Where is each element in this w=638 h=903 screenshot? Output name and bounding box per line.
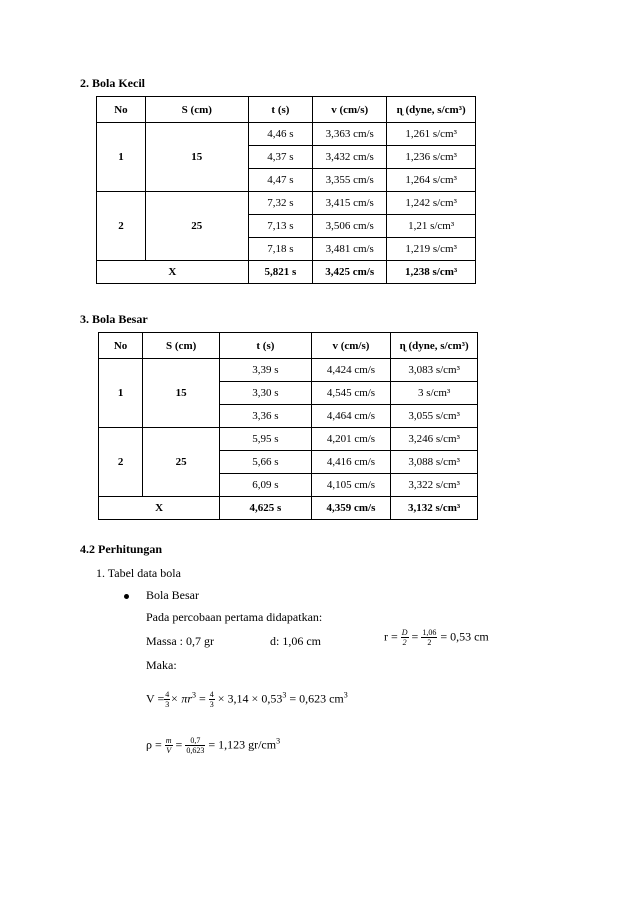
t-cell: 4,46 s — [248, 123, 313, 146]
radius-formula: r = $\frac{D}{2}$ = $\frac{1,06}{2}$ = 0,53 cm — [384, 628, 489, 647]
header-cell: S (cm) — [143, 333, 220, 359]
t-cell: 3,36 s — [220, 405, 312, 428]
diameter-text: d: 1,06 cm — [270, 634, 321, 648]
t-cell: 5,66 s — [220, 451, 312, 474]
v-cell: 4,424 cm/s — [311, 359, 391, 382]
v-cell: 3,363 cm/s — [313, 123, 387, 146]
no-cell: 2 — [97, 192, 146, 261]
v-cell: 3,481 cm/s — [313, 238, 387, 261]
t-cell: 5,95 s — [220, 428, 312, 451]
mean-eta: 1,238 s/cm³ — [387, 261, 476, 284]
header-cell: v (cm/s) — [313, 97, 387, 123]
header-cell: No — [97, 97, 146, 123]
intro-text: Pada percobaan pertama didapatkan: — [146, 610, 323, 624]
eta-cell: 3,088 s/cm³ — [391, 451, 478, 474]
v-cell: 4,416 cm/s — [311, 451, 391, 474]
item-1-text: 1. Tabel data bola — [96, 566, 181, 580]
t-cell: 7,18 s — [248, 238, 313, 261]
mean-row — [97, 261, 476, 284]
mean-label: X — [97, 261, 249, 284]
eta-cell: 1,236 s/cm³ — [387, 146, 476, 169]
bullet-dot-icon — [124, 594, 129, 599]
eta-cell: 1,261 s/cm³ — [387, 123, 476, 146]
mean-v: 4,359 cm/s — [311, 497, 391, 520]
mean-label: X — [99, 497, 220, 520]
section-3-heading: 3. Bola Besar — [80, 312, 148, 326]
t-cell: 7,13 s — [248, 215, 313, 238]
eta-cell: 3 s/cm³ — [391, 382, 478, 405]
header-cell: ɳ (dyne, s/cm³) — [391, 333, 478, 359]
distance-cell: 15 — [145, 123, 248, 192]
massa-text: Massa : 0,7 gr — [146, 634, 214, 648]
eta-cell: 3,322 s/cm³ — [391, 474, 478, 497]
bola-besar-table — [98, 332, 478, 520]
bola-kecil-table — [96, 96, 476, 284]
distance-cell: 15 — [143, 359, 220, 428]
header-cell: t (s) — [220, 333, 312, 359]
v-cell: 4,464 cm/s — [311, 405, 391, 428]
v-cell: 3,506 cm/s — [313, 215, 387, 238]
mean-row — [99, 497, 478, 520]
distance-cell: 25 — [145, 192, 248, 261]
v-cell: 3,432 cm/s — [313, 146, 387, 169]
bullet-label: Bola Besar — [146, 588, 199, 602]
no-cell: 1 — [99, 359, 143, 428]
t-cell: 3,39 s — [220, 359, 312, 382]
distance-cell: 25 — [143, 428, 220, 497]
no-cell: 2 — [99, 428, 143, 497]
section-2-heading: 2. Bola Kecil — [80, 76, 145, 90]
t-cell: 4,37 s — [248, 146, 313, 169]
eta-cell: 3,055 s/cm³ — [391, 405, 478, 428]
v-cell: 4,105 cm/s — [311, 474, 391, 497]
eta-cell: 1,242 s/cm³ — [387, 192, 476, 215]
t-cell: 3,30 s — [220, 382, 312, 405]
radius-result: = 0,53 cm — [440, 629, 489, 644]
header-cell: v (cm/s) — [311, 333, 391, 359]
mean-eta: 3,132 s/cm³ — [391, 497, 478, 520]
eta-cell: 1,264 s/cm³ — [387, 169, 476, 192]
v-cell: 4,201 cm/s — [311, 428, 391, 451]
radius-prefix: r = — [384, 629, 398, 644]
header-cell: ɳ (dyne, s/cm³) — [387, 97, 476, 123]
table-row — [99, 428, 478, 451]
eta-cell: 1,21 s/cm³ — [387, 215, 476, 238]
no-cell: 1 — [97, 123, 146, 192]
v-cell: 4,545 cm/s — [311, 382, 391, 405]
radius-fraction-symbolic: $\frac{D}{2}$ — [401, 628, 408, 647]
density-formula: ρ = $\frac{m}{V}$ = $\frac{0,7}{0,623}$ = 1,123 $gr/cm^3$ — [146, 736, 281, 755]
mean-v: 3,425 cm/s — [313, 261, 387, 284]
v-cell: 3,415 cm/s — [313, 192, 387, 215]
eta-cell: 3,083 s/cm³ — [391, 359, 478, 382]
v-cell: 3,355 cm/s — [313, 169, 387, 192]
radius-fraction-numeric: $\frac{1,06}{2}$ — [422, 628, 437, 647]
t-cell: 6,09 s — [220, 474, 312, 497]
table-row — [97, 123, 476, 146]
mean-t: 4,625 s — [220, 497, 312, 520]
header-cell: No — [99, 333, 143, 359]
perhitungan-heading: 4.2 Perhitungan — [80, 542, 163, 556]
eta-cell: 1,219 s/cm³ — [387, 238, 476, 261]
table-row — [99, 359, 478, 382]
t-cell: 7,32 s — [248, 192, 313, 215]
maka-text: Maka: — [146, 658, 177, 672]
header-cell: S (cm) — [145, 97, 248, 123]
eta-cell: 3,246 s/cm³ — [391, 428, 478, 451]
header-cell: t (s) — [248, 97, 313, 123]
volume-formula: V = $\frac{4}{3}$ × $\pi r^3$ = $\frac{4}{3}$ × $3,14 \times 0,53^3 = 0,623$ $cm^3$ — [146, 690, 348, 709]
table-row — [97, 192, 476, 215]
mean-t: 5,821 s — [248, 261, 313, 284]
t-cell: 4,47 s — [248, 169, 313, 192]
